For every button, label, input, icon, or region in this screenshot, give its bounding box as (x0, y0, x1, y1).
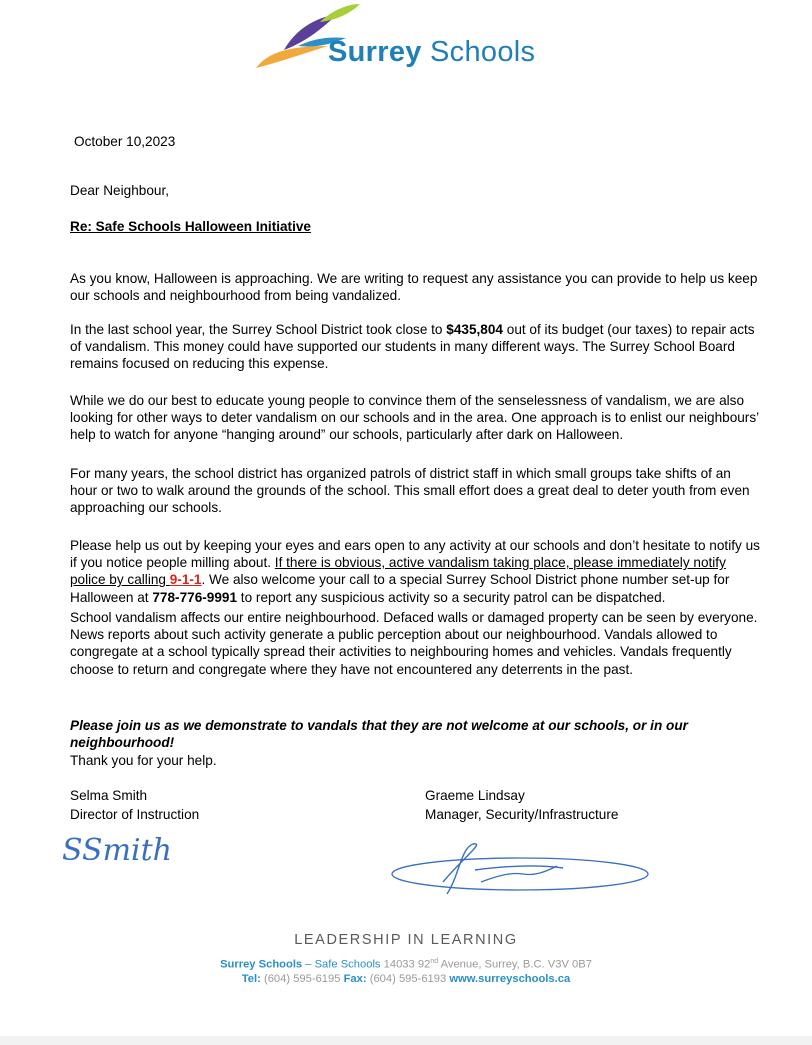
paragraph-patrols: For many years, the school district has organized patrols of district staff in which small groups take shifts of an hour or two to walk around the grounds of the school. This small effort does a great deal to deter youth from even approaching our schools. (70, 465, 750, 516)
svg-text:SSmith: SSmith (62, 833, 172, 868)
paragraph-deterrence: While we do our best to educate young people to convince them of the senselessness of vandalism, we are also looking for other ways to deter vandalism on our schools and in the area. One approach is to enlist our neighbours’ help to watch for anyone “hanging around” our schools, particularly after dark on Halloween. (70, 392, 759, 443)
footer-address: Surrey Schools – Safe Schools 14033 92nd Avenue, Surrey, B.C. V3V 0B7 (220, 958, 592, 971)
thanks-line: Thank you for your help. (70, 752, 217, 768)
logo-wordmark: Surrey Schools (328, 36, 536, 68)
halloween-phone-number: 778-776-9991 (152, 589, 238, 605)
signatory-name: Graeme Lindsay (425, 788, 525, 803)
surrey-schools-logo (250, 2, 570, 72)
closing-statement: Please join us as we demonstrate to vandals that they are not welcome at our schools, or in our neighbourhood! (70, 717, 688, 750)
footer-motto: LEADERSHIP IN LEARNING (294, 932, 518, 948)
signature-lindsay (385, 836, 660, 900)
page-bottom-edge (0, 1036, 812, 1045)
paragraph-cost: In the last school year, the Surrey School District took close to $435,804 out of its budget (our taxes) to repair acts of vandalism. This money could have supported our students in many different ways. The Surrey School Board remains focused on reducing this expense. (70, 321, 755, 372)
signatory-left (70, 786, 199, 824)
footer-contact: Tel: (604) 595-6195 Fax: (604) 595-6193 www.surreyschools.ca (241, 973, 571, 985)
vandalism-cost-amount: $435,804 (446, 321, 503, 337)
letter-greeting: Dear Neighbour, (70, 183, 169, 198)
signature-smith (60, 826, 220, 870)
letter-date: October 10,2023 (74, 134, 176, 149)
paragraph-impact: School vandalism affects our entire neighbourhood. Defaced walls or damaged property can be seen by everyone. News reports about such activity generate a public perception about our neighbourhood. Vandals allowed to congregate at a school typically spread their activities to neighbouring homes and vehicles. Vandals frequently choose to return and congregate where they have not encountered any deterrents in the past. (70, 609, 758, 677)
signatory-name: Selma Smith (70, 788, 148, 803)
signatory-right (425, 786, 618, 824)
signatory-title: Director of Instruction (70, 807, 200, 822)
letter-subject: Re: Safe Schools Halloween Initiative (70, 219, 311, 234)
signatory-title: Manager, Security/Infrastructure (425, 807, 619, 822)
footer-website-link[interactable]: www.surreyschools.ca (449, 973, 571, 985)
paragraph-intro: As you know, Halloween is approaching. We are writing to request any assistance you can provide to help us keep our schools and neighbourhood from being vandalized. (70, 270, 758, 303)
emergency-number: 9-1-1 (169, 572, 202, 588)
paragraph-call-to-action: Please help us out by keeping your eyes and ears open to any activity at our schools and don’t hesitate to notify us if you notice people milling about. If there is obvious, active vandalism taking place, please immediately notify police by calling 9-1-1. We also welcome your call to a special Surrey School District phone number set-up for Halloween at 778-776-9991 to report any suspicious activity so a security patrol can be dispatched. (70, 537, 760, 605)
